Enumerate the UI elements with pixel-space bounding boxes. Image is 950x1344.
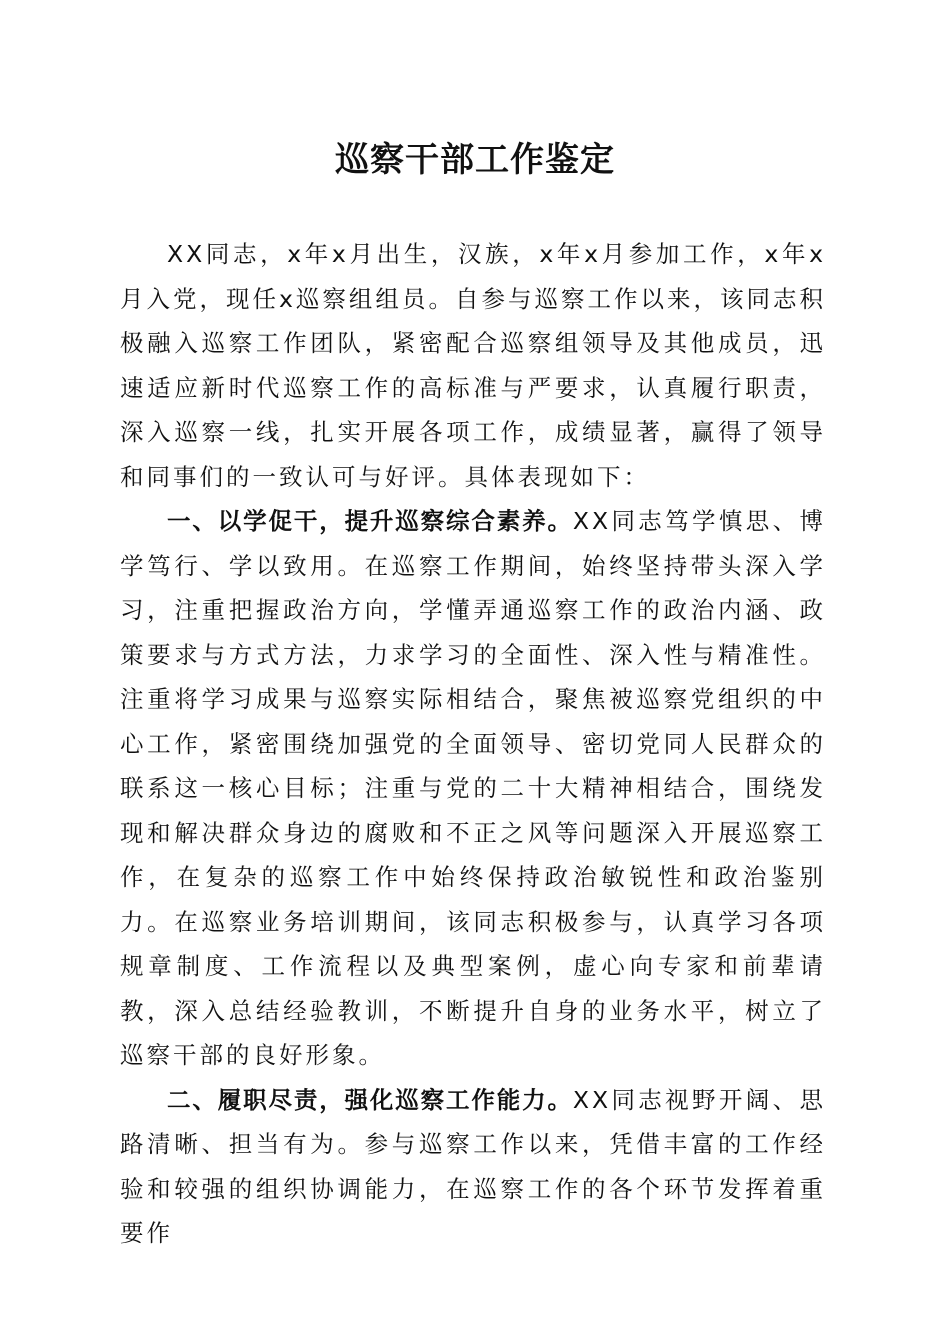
section-heading: 一、以学促干，提升巡察综合素养。 bbox=[167, 507, 573, 535]
document-title: 巡察干部工作鉴定 bbox=[335, 140, 615, 180]
paragraph-section-1 bbox=[120, 499, 826, 1078]
section-heading: 二、履职尽责，强化巡察工作能力。 bbox=[167, 1085, 573, 1114]
paragraph-section-2 bbox=[120, 1078, 826, 1256]
paragraph-text: XX同志，x年x月出生，汉族，x年x月参加工作，x年x月入党，现任x巡察组组员。自参与巡察工作以来，该同志积极融入巡察工作团队，紧密配合巡察组领导及其他成员，迅速适应新时代巡察工作的高标准与严要求，认真履行职责，深入巡察一线，扎实开展各项工作，成绩显著，赢得了领导和同事们的一致认可与好评。具体表现如下： bbox=[120, 240, 826, 491]
document-body bbox=[120, 232, 826, 1256]
paragraph-text: XX同志笃学慎思、博学笃行、学以致用。在巡察工作期间，始终坚持带头深入学习，注重把握政治方向，学懂弄通巡察工作的政治内涵、政策要求与方式方法，力求学习的全面性、深入性与精准性。注重将学习成果与巡察实际相结合，聚焦被巡察党组织的中心工作，紧密围绕加强党的全面领导、密切党同人民群众的联系这一核心目标；注重与党的二十大精神相结合，围绕发现和解决群众身边的腐败和不正之风等问题深入开展巡察工作，在复杂的巡察工作中始终保持政治敏锐性和政治鉴别力。在巡察业务培训期间，该同志积极参与，认真学习各项规章制度、工作流程以及典型案例，虚心向专家和前辈请教，深入总结经验教训，不断提升自身的业务水平，树立了巡察干部的良好形象。 bbox=[120, 507, 827, 1069]
paragraph-intro bbox=[120, 232, 826, 499]
paragraph-text: XX同志视野开阔、思路清晰、担当有为。参与巡察工作以来，凭借丰富的工作经验和较强的组织协调能力，在巡察工作的各个环节发挥着重要作 bbox=[120, 1085, 827, 1247]
